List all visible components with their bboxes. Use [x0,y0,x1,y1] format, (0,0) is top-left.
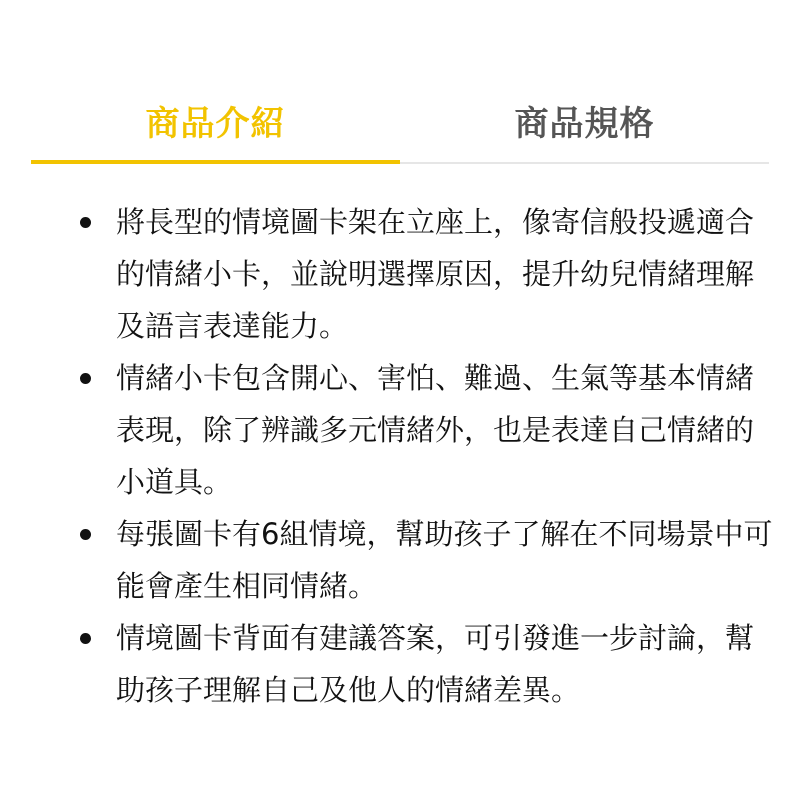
list-item-text: 情緒小卡包含開心、害怕、難過、生氣等基本情緒表現，除了辨識多元情緒外，也是表達自己情緒的小道具。 [116,361,755,499]
list-item-text: 每張圖卡有6組情境，幫助孩子了解在不同場景中可能會產生相同情緒。 [116,517,773,603]
product-tabs [31,78,769,164]
list-item [72,612,782,716]
bullet-icon [80,633,91,644]
tab-product-specs[interactable]: 商品規格 [514,103,655,144]
bullet-icon [80,529,91,540]
list-item [72,352,782,508]
product-description [72,196,782,716]
list-item-text: 情境圖卡背面有建議答案，可引發進一步討論，幫助孩子理解自己及他人的情緒差異。 [116,621,755,707]
bullet-icon [80,373,91,384]
description-list [72,196,782,716]
list-item-text: 將長型的情境圖卡架在立座上，像寄信般投遞適合的情緒小卡，並說明選擇原因，提升幼兒情緒理解及語言表達能力。 [116,205,755,343]
tab-product-intro[interactable]: 商品介紹 [31,78,400,162]
list-item [72,508,782,612]
list-item [72,196,782,352]
bullet-icon [80,217,91,228]
